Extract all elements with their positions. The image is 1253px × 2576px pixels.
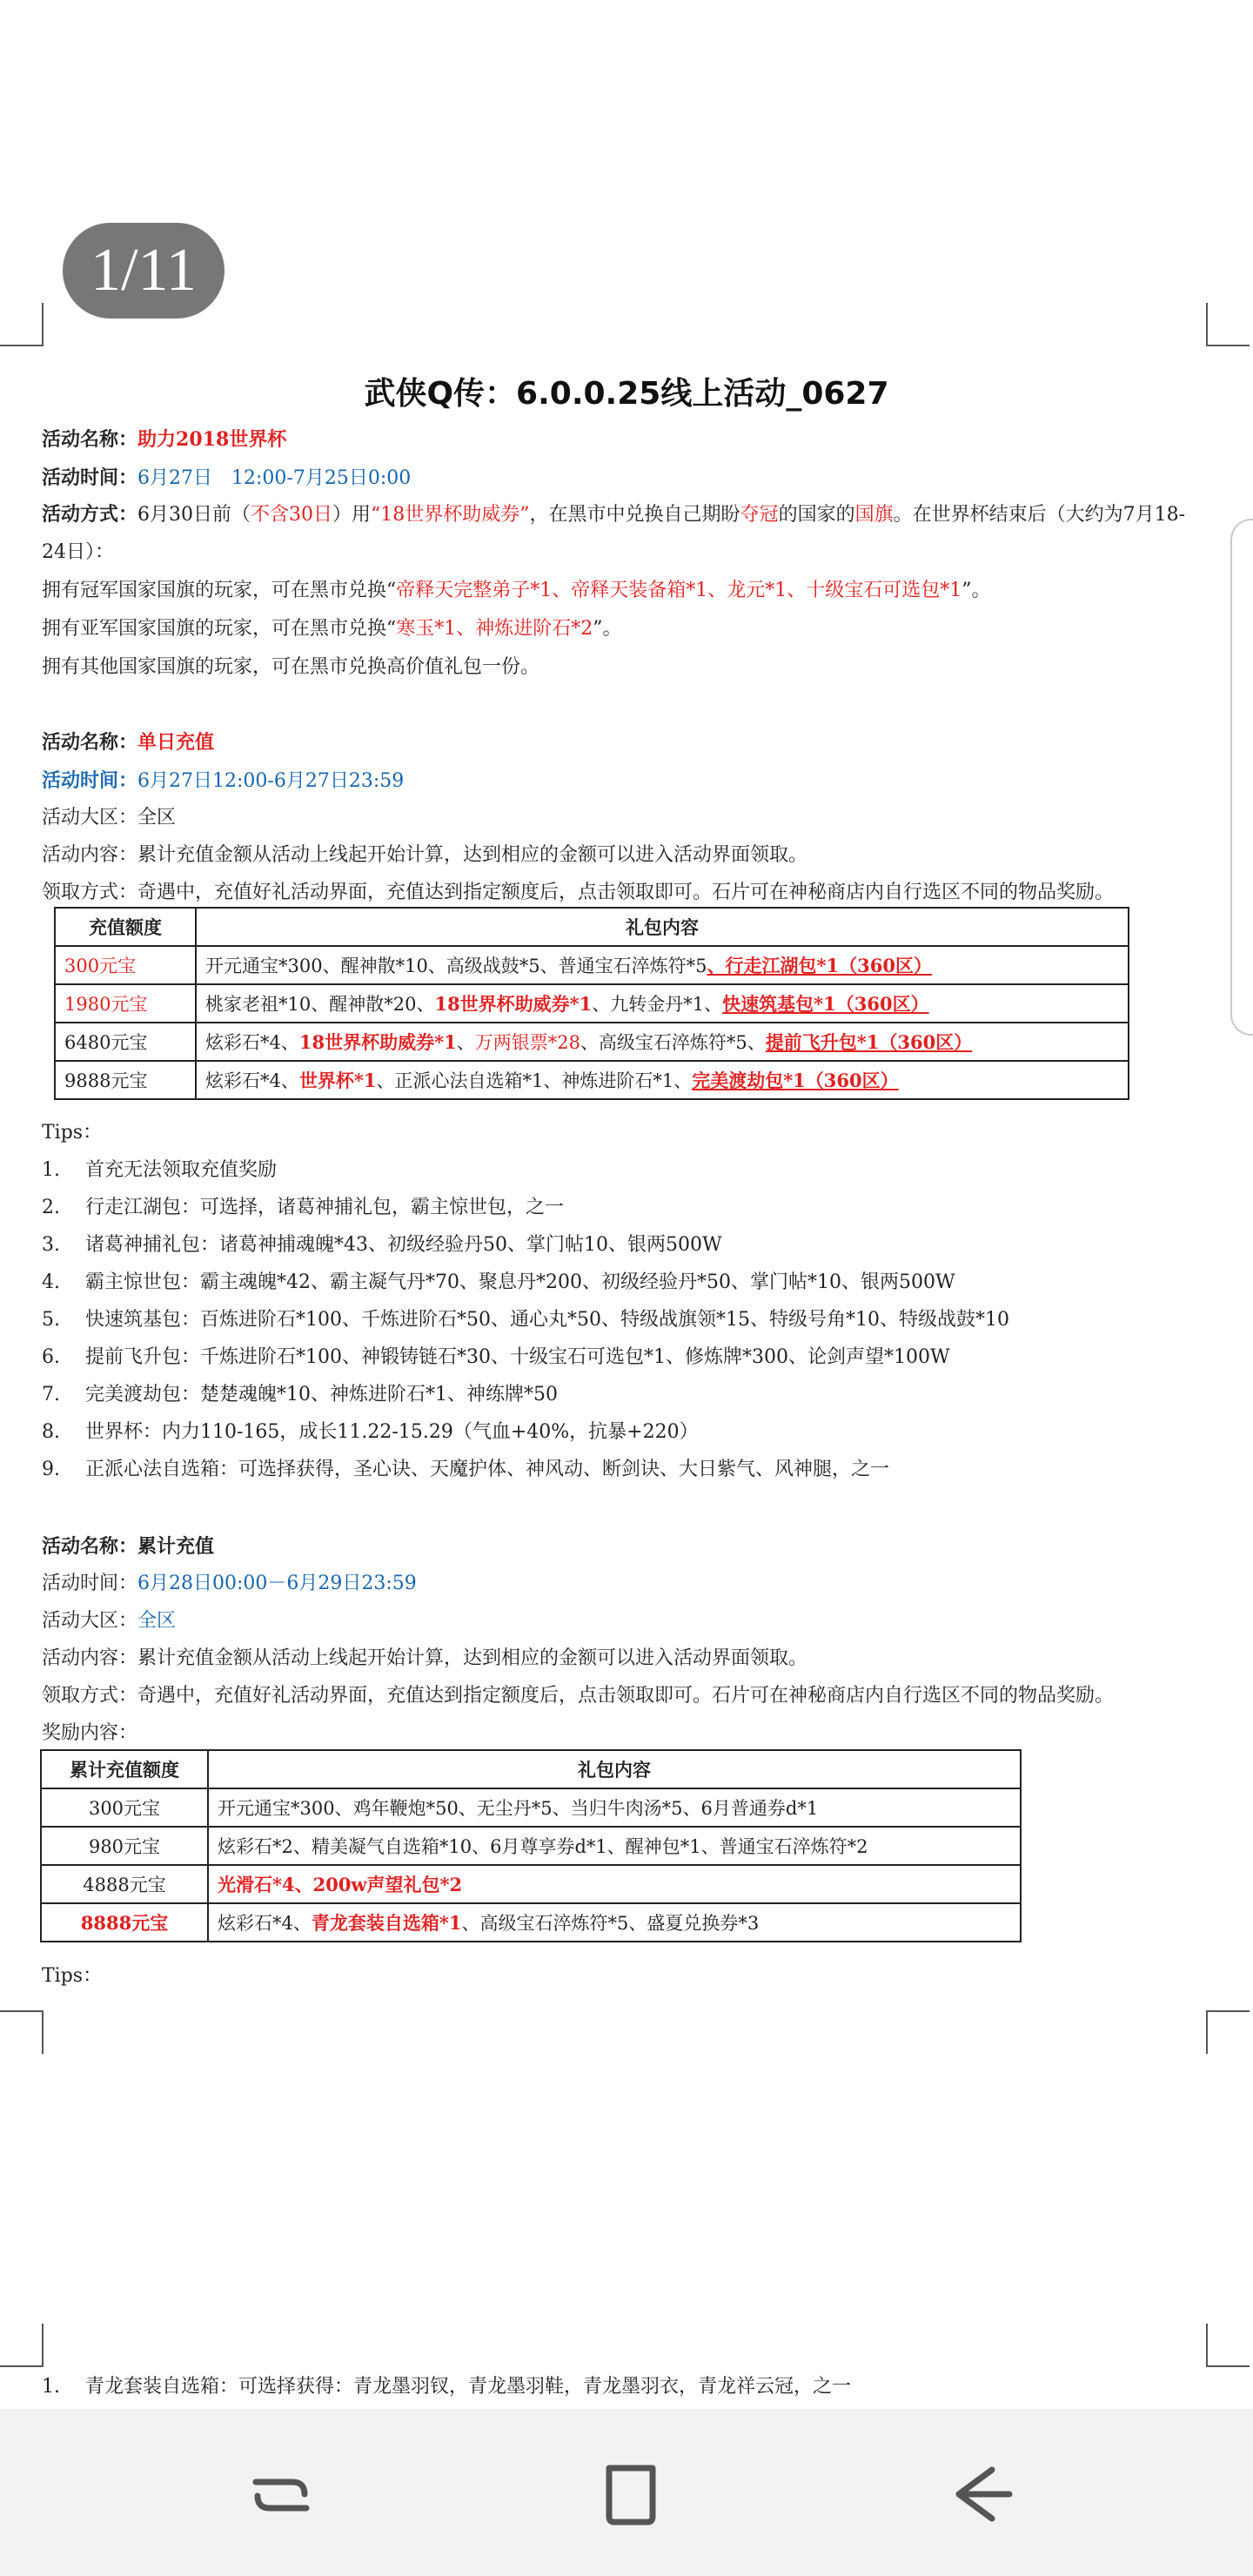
text: 6月30日前（ <box>137 504 251 526</box>
crop-mark-top-left <box>0 303 44 346</box>
act1-name: 助力2018世界杯 <box>137 428 287 451</box>
text: ”。 <box>962 580 991 601</box>
text: ，在黑市中兑换自己期盼 <box>529 504 740 526</box>
amount-cell: 4888元宝 <box>41 1865 208 1903</box>
label: 活动时间： <box>42 1573 138 1594</box>
text: 完美渡劫包*1（360区） <box>692 1070 899 1091</box>
act3-content: 活动内容：累计充值金额从活动上线起开始计算，达到相应的金额可以进入活动界面领取。 <box>42 1647 808 1669</box>
table-header: 礼包内容 <box>208 1750 1021 1788</box>
list-text: 快速筑基包：百炼进阶石*100、千炼进阶石*50、通心丸*50、特级战旗领*15、特级号角*10、特级战鼓*10 <box>85 1309 1009 1331</box>
list-number: 1. <box>42 1159 60 1181</box>
text: ）用 <box>332 504 372 526</box>
list-item <box>42 1195 564 1221</box>
amount-cell: 8888元宝 <box>41 1903 208 1942</box>
crop-mark-bottom-right <box>1206 2010 1250 2054</box>
label: 活动名称： <box>42 731 138 754</box>
table-row <box>55 1023 1129 1061</box>
content-cell <box>196 946 1129 984</box>
list-number: 6. <box>42 1346 60 1368</box>
list-number: 4. <box>42 1271 60 1293</box>
text: 拥有冠军国家国旗的玩家，可在黑市兑换“ <box>42 580 397 601</box>
act2-time-line <box>42 768 404 795</box>
table-row <box>55 984 1129 1023</box>
content-cell <box>208 1903 1021 1942</box>
act3-reward-label: 奖励内容： <box>42 1722 138 1744</box>
page-indicator: 1/11 <box>63 223 224 319</box>
act3-region: 全区 <box>137 1610 177 1632</box>
text: 18世界杯助威券*1 <box>434 993 593 1015</box>
text: 、高级宝石淬炼符*5、 <box>580 1032 766 1053</box>
label: 活动时间： <box>42 769 138 792</box>
text: 的国家的 <box>778 504 855 526</box>
amount-cell: 300元宝 <box>41 1788 208 1827</box>
act1-time-line <box>42 465 411 492</box>
list-number: 5. <box>42 1309 60 1331</box>
text: 桃家老祖*10、醒神散*20、 <box>205 994 435 1015</box>
list-number: 9. <box>42 1459 60 1480</box>
label: 活动大区： <box>42 1610 138 1632</box>
back-icon[interactable] <box>943 2456 1022 2534</box>
crop-mark-page2-right <box>1206 2324 1250 2367</box>
amount-cell: 9888元宝 <box>55 1061 196 1099</box>
text: 世界杯*1 <box>298 1070 377 1091</box>
recent-apps-icon[interactable] <box>242 2456 320 2534</box>
list-item <box>42 1270 955 1296</box>
act3-name-line <box>42 1533 214 1560</box>
list-text: 行走江湖包：可选择，诸葛神捕礼包，霸主惊世包，之一 <box>85 1197 565 1218</box>
act2-time: 6月27日12:00-6月27日23:59 <box>137 770 405 792</box>
list-text: 青龙套装自选箱：可选择获得：青龙墨羽钗，青龙墨羽鞋，青龙墨羽衣，青龙祥云冠，之一 <box>85 2376 852 2398</box>
act3-name: 累计充值 <box>137 1535 215 1558</box>
table-header: 礼包内容 <box>196 908 1129 946</box>
act1-method <box>42 496 1208 571</box>
act1-time: 6月27日 12:00-7月25日0:00 <box>137 467 412 489</box>
table-row <box>41 1827 1021 1865</box>
act2-name: 单日充值 <box>137 731 215 754</box>
table-row <box>55 1061 1129 1099</box>
content-cell <box>208 1865 1021 1903</box>
list-text: 提前飞升包：千炼进阶石*100、神锻铸链石*30、十级宝石可选包*1、修炼牌*300、论剑声望*100W <box>85 1346 950 1368</box>
text: 18世界杯助威券*1 <box>298 1031 457 1053</box>
content-cell <box>196 1023 1129 1061</box>
content-cell: 炫彩石*2、精美凝气自选箱*10、6月尊享券d*1、醒神包*1、普通宝石淬炼符*2 <box>208 1827 1021 1865</box>
text: 炫彩石*4、 <box>218 1913 312 1934</box>
list-item <box>42 2374 851 2400</box>
act3-time: 6月28日00:00－6月29日23:59 <box>137 1573 417 1594</box>
text: 提前飞升包*1（360区） <box>765 1031 973 1053</box>
act2-name-line <box>42 729 214 756</box>
text: 万两银票*28 <box>474 1032 580 1053</box>
text: 拥有亚军国家国旗的玩家，可在黑市兑换“ <box>42 618 397 640</box>
text: 、九转金丹*1、 <box>592 994 723 1015</box>
text: 、高级宝石淬炼符*5、盛夏兑换券*3 <box>461 1913 760 1934</box>
text: 开元通宝*300、醒神散*10、高级战鼓*5、普通宝石淬炼符*5 <box>205 956 707 976</box>
list-item <box>42 1382 558 1408</box>
text: 炫彩石*4、 <box>205 1070 299 1091</box>
act1-runnerup <box>42 616 622 642</box>
label: 活动名称： <box>42 1535 138 1558</box>
list-number: 7. <box>42 1384 60 1405</box>
list-text: 正派心法自选箱：可选择获得，圣心诀、天魔护体、神风动、断剑诀、大日紫气、风神腿，之一 <box>85 1459 890 1480</box>
amount-cell: 300元宝 <box>55 946 196 984</box>
act1-other: 拥有其他国家国旗的玩家，可在黑市兑换高价值礼包一份。 <box>42 656 540 678</box>
table-header-row <box>41 1750 1021 1788</box>
table-row <box>55 946 1129 984</box>
home-icon[interactable] <box>592 2456 670 2534</box>
act2-reward-table <box>54 907 1129 1100</box>
list-item <box>42 1307 1009 1333</box>
content-cell: 开元通宝*300、鸡年鞭炮*50、无尘丹*5、当归牛肉汤*5、6月普通券d*1 <box>208 1788 1021 1827</box>
scroll-handle[interactable] <box>1230 519 1253 1036</box>
navigation-bar <box>0 2409 1253 2576</box>
amount-cell: 980元宝 <box>41 1827 208 1865</box>
text: 不含30日 <box>251 504 333 526</box>
list-text: 完美渡劫包：楚楚魂魄*10、神炼进阶石*1、神练牌*50 <box>85 1384 558 1405</box>
list-item <box>42 1232 722 1258</box>
text: 青龙套装自选箱*1 <box>311 1912 462 1934</box>
text: 。在世界杯结束后（大约为7月18-24日）： <box>42 504 1186 563</box>
text: 、行走江湖包*1（360区） <box>707 955 932 976</box>
table-row <box>41 1903 1021 1942</box>
act2-content: 活动内容：累计充值金额从活动上线起开始计算，达到相应的金额可以进入活动界面领取。 <box>42 844 808 866</box>
table-row <box>41 1788 1021 1827</box>
act2-region: 活动大区：全区 <box>42 807 177 828</box>
table-header: 累计充值额度 <box>41 1750 208 1788</box>
crop-mark-page2-left <box>0 2324 44 2367</box>
text: “18世界杯助威券” <box>371 504 530 526</box>
amount-cell: 6480元宝 <box>55 1023 196 1061</box>
text: 帝释天完整弟子*1、帝释天装备箱*1、龙元*1、十级宝石可选包*1 <box>396 580 962 601</box>
act2-tips-label: Tips： <box>42 1122 103 1144</box>
list-text: 世界杯：内力110-165，成长11.22-15.29（气血+40%，抗暴+220） <box>85 1421 699 1443</box>
amount-cell: 1980元宝 <box>55 984 196 1023</box>
act1-name-line <box>42 426 286 453</box>
list-number: 3. <box>42 1234 60 1256</box>
list-item <box>42 1157 277 1184</box>
text: 国旗 <box>854 504 894 526</box>
table-header-row <box>55 908 1129 946</box>
act3-claim: 领取方式：奇遇中，充值好礼活动界面，充值达到指定额度后，点击领取即可。石片可在神秘商店内自行选区不同的物品奖励。 <box>42 1685 1115 1707</box>
list-number: 8. <box>42 1421 60 1443</box>
list-item <box>42 1345 950 1371</box>
list-text: 霸主惊世包：霸主魂魄*42、霸主凝气丹*70、聚息丹*200、初级经验丹*50、掌门帖*10、银两500W <box>85 1271 955 1293</box>
act3-region-line <box>42 1608 176 1634</box>
label: 活动名称： <box>42 428 138 451</box>
table-row <box>41 1865 1021 1903</box>
document-title: 武侠Q传：6.0.0.25线上活动_0627 <box>364 376 889 412</box>
content-cell <box>196 984 1129 1023</box>
text: 寒玉*1、神炼进阶石*2 <box>396 618 593 640</box>
list-item <box>42 1457 889 1483</box>
text: 、正派心法自选箱*1、神炼进阶石*1、 <box>376 1070 693 1091</box>
list-number: 1. <box>42 2376 60 2398</box>
text: 光滑石*4、200w声望礼包*2 <box>218 1874 463 1895</box>
text: 快速筑基包*1（360区） <box>722 993 929 1015</box>
label: 活动时间： <box>42 466 138 489</box>
text: 夺冠 <box>740 504 779 526</box>
act3-time-line <box>42 1571 417 1597</box>
act3-tips-label: Tips： <box>42 1965 103 1987</box>
content-cell <box>196 1061 1129 1099</box>
label: 活动方式： <box>42 503 138 526</box>
list-number: 2. <box>42 1197 60 1218</box>
text: 炫彩石*4、 <box>205 1032 299 1053</box>
list-item <box>42 1419 699 1446</box>
act2-claim: 领取方式：奇遇中，充值好礼活动界面，充值达到指定额度后，点击领取即可。石片可在神秘商店内自行选区不同的物品奖励。 <box>42 882 1115 903</box>
crop-mark-bottom-left <box>0 2010 44 2054</box>
text: ”。 <box>593 618 622 640</box>
act1-champion <box>42 578 991 604</box>
table-header: 充值额度 <box>55 908 196 946</box>
act3-reward-table <box>40 1749 1022 1942</box>
crop-mark-top-right <box>1206 303 1250 346</box>
list-text: 诸葛神捕礼包：诸葛神捕魂魄*43、初级经验丹50、掌门帖10、银两500W <box>85 1234 722 1256</box>
list-text: 首充无法领取充值奖励 <box>85 1159 278 1181</box>
text: 、 <box>456 1032 475 1053</box>
